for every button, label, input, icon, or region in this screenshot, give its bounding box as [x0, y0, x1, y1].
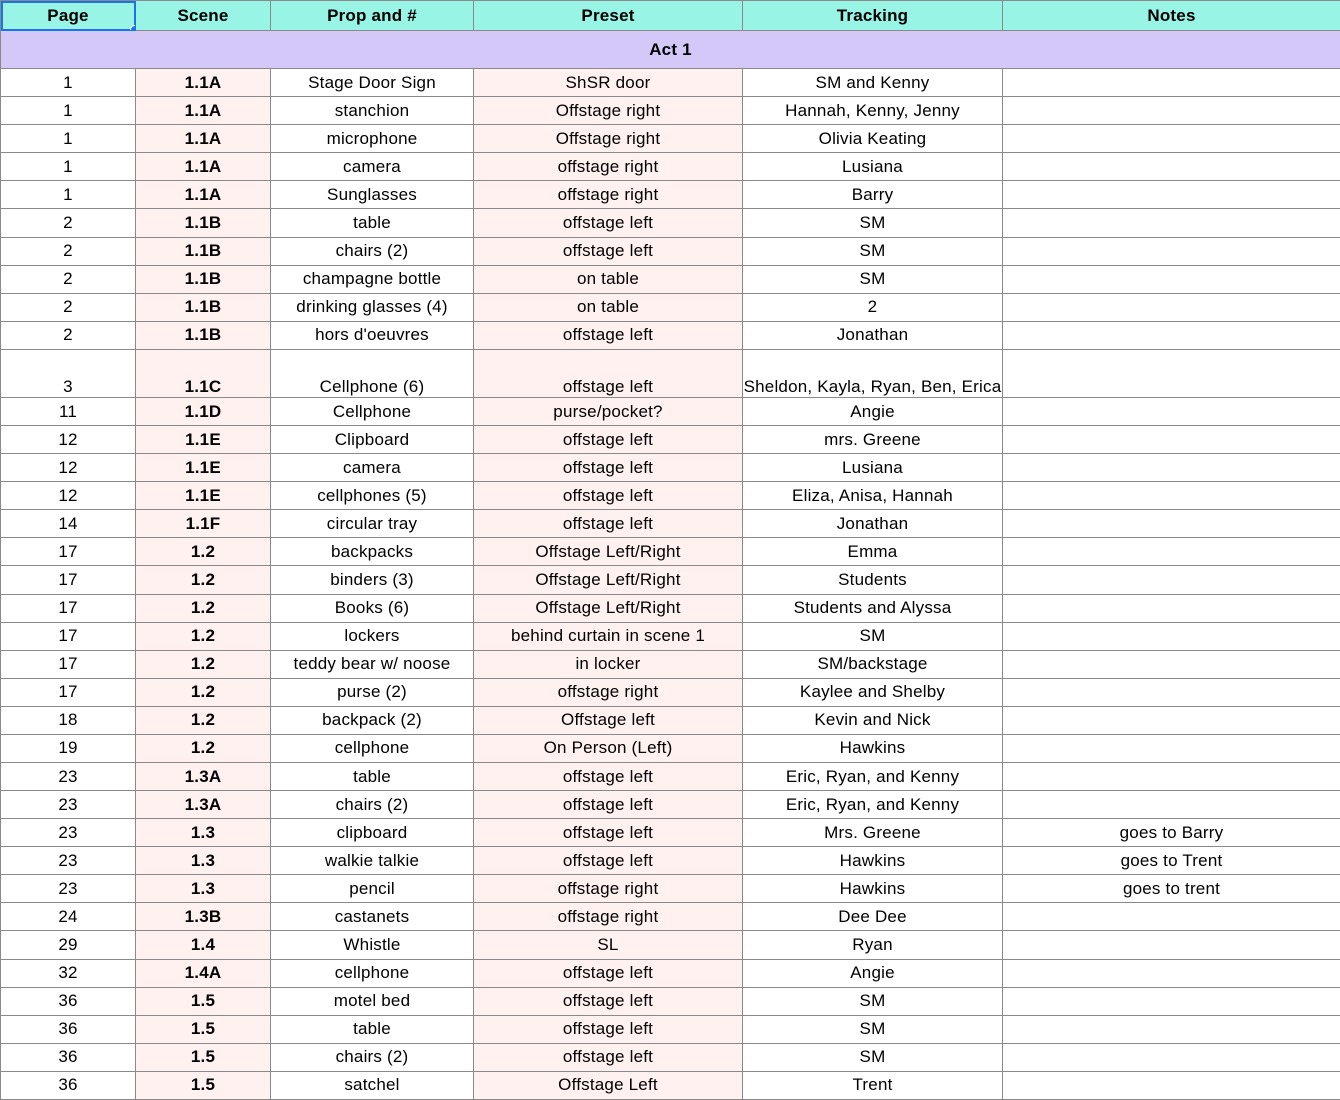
prop-cell[interactable]: stanchion: [271, 97, 474, 125]
scene-cell[interactable]: 1.5: [136, 1043, 271, 1071]
prop-cell[interactable]: camera: [271, 153, 474, 181]
scene-cell[interactable]: 1.2: [136, 538, 271, 566]
notes-cell[interactable]: [1003, 293, 1340, 321]
tracking-cell[interactable]: SM and Kenny: [743, 69, 1003, 97]
notes-cell[interactable]: [1003, 706, 1340, 734]
notes-cell[interactable]: [1003, 791, 1340, 819]
table-row: [1, 791, 1340, 819]
table-row: [1, 454, 1340, 482]
page-cell[interactable]: 23: [1, 763, 136, 791]
preset-cell[interactable]: ShSR door: [474, 69, 743, 97]
preset-cell[interactable]: offstage right: [474, 678, 743, 706]
scene-cell[interactable]: 1.2: [136, 594, 271, 622]
prop-cell[interactable]: table: [271, 763, 474, 791]
page-cell[interactable]: 12: [1, 426, 136, 454]
table-row: [1, 1043, 1340, 1071]
page-cell[interactable]: 36: [1, 1071, 136, 1099]
table-row: [1, 650, 1340, 678]
scene-cell[interactable]: 1.5: [136, 1071, 271, 1099]
notes-cell[interactable]: [1003, 763, 1340, 791]
scene-cell[interactable]: 1.3: [136, 819, 271, 847]
prop-cell[interactable]: table: [271, 1015, 474, 1043]
notes-cell[interactable]: [1003, 734, 1340, 762]
notes-cell[interactable]: [1003, 181, 1340, 209]
notes-cell[interactable]: [1003, 237, 1340, 265]
page-cell[interactable]: 23: [1, 819, 136, 847]
page-cell[interactable]: 17: [1, 566, 136, 594]
notes-cell[interactable]: [1003, 931, 1340, 959]
scene-cell[interactable]: 1.1B: [136, 265, 271, 293]
preset-cell[interactable]: Offstage left: [474, 706, 743, 734]
table-row: [1, 678, 1340, 706]
preset-cell[interactable]: offstage left: [474, 1015, 743, 1043]
header-row: [1, 1, 1340, 31]
table-row: [1, 265, 1340, 293]
notes-cell[interactable]: [1003, 69, 1340, 97]
header-page-label: Page: [47, 5, 89, 25]
prop-cell[interactable]: backpacks: [271, 538, 474, 566]
preset-cell[interactable]: offstage left: [474, 209, 743, 237]
scene-cell[interactable]: 1.1A: [136, 153, 271, 181]
header-tracking[interactable]: Tracking: [743, 1, 1003, 31]
table-row: [1, 734, 1340, 762]
scene-cell[interactable]: 1.3: [136, 847, 271, 875]
notes-cell[interactable]: [1003, 398, 1340, 426]
notes-cell[interactable]: [1003, 1015, 1340, 1043]
selection-fill-handle[interactable]: [130, 25, 136, 31]
scene-cell[interactable]: 1.1C: [136, 349, 271, 397]
prop-cell[interactable]: Sunglasses: [271, 181, 474, 209]
scene-cell[interactable]: 1.4A: [136, 959, 271, 987]
page-cell[interactable]: 36: [1, 1015, 136, 1043]
tracking-cell[interactable]: Hannah, Kenny, Jenny: [743, 97, 1003, 125]
table-row: [1, 153, 1340, 181]
tracking-cell[interactable]: Kevin and Nick: [743, 706, 1003, 734]
scene-cell[interactable]: 1.4: [136, 931, 271, 959]
scene-cell[interactable]: 1.1B: [136, 293, 271, 321]
tracking-cell[interactable]: SM: [743, 209, 1003, 237]
tracking-cell[interactable]: Olivia Keating: [743, 125, 1003, 153]
tracking-cell[interactable]: Dee Dee: [743, 903, 1003, 931]
scene-cell[interactable]: 1.1A: [136, 125, 271, 153]
notes-cell[interactable]: [1003, 265, 1340, 293]
prop-cell[interactable]: castanets: [271, 903, 474, 931]
preset-cell[interactable]: offstage right: [474, 153, 743, 181]
tracking-cell[interactable]: Hawkins: [743, 734, 1003, 762]
prop-cell[interactable]: cellphone: [271, 734, 474, 762]
scene-cell[interactable]: 1.1E: [136, 482, 271, 510]
prop-cell[interactable]: Clipboard: [271, 426, 474, 454]
header-preset[interactable]: Preset: [474, 1, 743, 31]
table-row: [1, 1015, 1340, 1043]
scene-cell[interactable]: 1.1B: [136, 237, 271, 265]
table-row: [1, 349, 1340, 397]
scene-cell[interactable]: 1.1E: [136, 454, 271, 482]
prop-cell[interactable]: pencil: [271, 875, 474, 903]
preset-cell[interactable]: offstage left: [474, 819, 743, 847]
scene-cell[interactable]: 1.1F: [136, 510, 271, 538]
tracking-cell[interactable]: Angie: [743, 959, 1003, 987]
preset-cell[interactable]: Offstage right: [474, 125, 743, 153]
scene-cell[interactable]: 1.5: [136, 1015, 271, 1043]
tracking-cell[interactable]: mrs. Greene: [743, 426, 1003, 454]
header-scene[interactable]: Scene: [136, 1, 271, 31]
tracking-cell[interactable]: SM: [743, 987, 1003, 1015]
page-cell[interactable]: 23: [1, 847, 136, 875]
page-cell[interactable]: 17: [1, 538, 136, 566]
table-row: [1, 875, 1340, 903]
preset-cell[interactable]: offstage left: [474, 482, 743, 510]
notes-cell[interactable]: [1003, 97, 1340, 125]
preset-cell[interactable]: offstage left: [474, 1043, 743, 1071]
tracking-cell[interactable]: Hawkins: [743, 847, 1003, 875]
notes-cell[interactable]: [1003, 454, 1340, 482]
notes-cell[interactable]: [1003, 321, 1340, 349]
preset-cell[interactable]: On Person (Left): [474, 734, 743, 762]
notes-cell[interactable]: [1003, 622, 1340, 650]
table-row: [1, 209, 1340, 237]
page-cell[interactable]: 1: [1, 97, 136, 125]
table-row: [1, 594, 1340, 622]
prop-cell[interactable]: walkie talkie: [271, 847, 474, 875]
page-cell[interactable]: 29: [1, 931, 136, 959]
scene-cell[interactable]: 1.3: [136, 875, 271, 903]
prop-cell[interactable]: drinking glasses (4): [271, 293, 474, 321]
notes-cell[interactable]: [1003, 594, 1340, 622]
tracking-cell[interactable]: Sheldon, Kayla, Ryan, Ben, Erica: [743, 349, 1003, 397]
page-cell[interactable]: 2: [1, 321, 136, 349]
table-row: [1, 931, 1340, 959]
page-cell[interactable]: 2: [1, 237, 136, 265]
scene-cell[interactable]: 1.1E: [136, 426, 271, 454]
preset-cell[interactable]: offstage right: [474, 875, 743, 903]
preset-cell[interactable]: on table: [474, 293, 743, 321]
page-cell[interactable]: 1: [1, 153, 136, 181]
preset-cell[interactable]: offstage right: [474, 903, 743, 931]
table-row: [1, 321, 1340, 349]
table-row: [1, 426, 1340, 454]
tracking-cell[interactable]: Students and Alyssa: [743, 594, 1003, 622]
page-cell[interactable]: 17: [1, 678, 136, 706]
notes-cell[interactable]: goes to Trent: [1003, 847, 1340, 875]
tracking-cell[interactable]: SM: [743, 622, 1003, 650]
scene-cell[interactable]: 1.1B: [136, 321, 271, 349]
scene-cell[interactable]: 1.1A: [136, 181, 271, 209]
notes-cell[interactable]: [1003, 482, 1340, 510]
prop-cell[interactable]: Whistle: [271, 931, 474, 959]
notes-cell[interactable]: [1003, 903, 1340, 931]
table-row: [1, 97, 1340, 125]
page-cell[interactable]: 18: [1, 706, 136, 734]
table-row: [1, 566, 1340, 594]
prop-cell[interactable]: champagne bottle: [271, 265, 474, 293]
notes-cell[interactable]: [1003, 538, 1340, 566]
page-cell[interactable]: 17: [1, 650, 136, 678]
preset-cell[interactable]: offstage left: [474, 791, 743, 819]
table-row: [1, 847, 1340, 875]
table-row: [1, 763, 1340, 791]
notes-cell[interactable]: [1003, 426, 1340, 454]
page-cell[interactable]: 17: [1, 622, 136, 650]
prop-cell[interactable]: teddy bear w/ noose: [271, 650, 474, 678]
prop-cell[interactable]: hors d'oeuvres: [271, 321, 474, 349]
table-row: [1, 181, 1340, 209]
notes-cell[interactable]: [1003, 566, 1340, 594]
preset-cell[interactable]: Offstage Left/Right: [474, 566, 743, 594]
scene-cell[interactable]: 1.3A: [136, 763, 271, 791]
header-page[interactable]: [1, 1, 136, 31]
scene-cell[interactable]: 1.2: [136, 706, 271, 734]
preset-cell[interactable]: in locker: [474, 650, 743, 678]
page-cell[interactable]: 32: [1, 959, 136, 987]
preset-cell[interactable]: offstage left: [474, 510, 743, 538]
preset-cell[interactable]: SL: [474, 931, 743, 959]
scene-cell[interactable]: 1.1D: [136, 398, 271, 426]
table-row: [1, 398, 1340, 426]
page-cell[interactable]: 1: [1, 69, 136, 97]
preset-cell[interactable]: purse/pocket?: [474, 398, 743, 426]
notes-cell[interactable]: [1003, 510, 1340, 538]
tracking-cell[interactable]: Lusiana: [743, 454, 1003, 482]
prop-cell[interactable]: chairs (2): [271, 1043, 474, 1071]
tracking-cell[interactable]: SM: [743, 1015, 1003, 1043]
tracking-cell[interactable]: 2: [743, 293, 1003, 321]
page-cell[interactable]: 23: [1, 875, 136, 903]
page-cell[interactable]: 14: [1, 510, 136, 538]
prop-cell[interactable]: motel bed: [271, 987, 474, 1015]
table-row: [1, 482, 1340, 510]
tracking-cell[interactable]: Hawkins: [743, 875, 1003, 903]
notes-cell[interactable]: [1003, 987, 1340, 1015]
table-row: [1, 510, 1340, 538]
preset-cell[interactable]: offstage left: [474, 847, 743, 875]
prop-cell[interactable]: binders (3): [271, 566, 474, 594]
preset-cell[interactable]: behind curtain in scene 1: [474, 622, 743, 650]
preset-cell[interactable]: offstage left: [474, 959, 743, 987]
scene-cell[interactable]: 1.3B: [136, 903, 271, 931]
notes-cell[interactable]: [1003, 209, 1340, 237]
table-row: [1, 1071, 1340, 1099]
tracking-cell[interactable]: Eric, Ryan, and Kenny: [743, 763, 1003, 791]
tracking-cell[interactable]: Eliza, Anisa, Hannah: [743, 482, 1003, 510]
preset-cell[interactable]: offstage right: [474, 181, 743, 209]
tracking-cell[interactable]: Lusiana: [743, 153, 1003, 181]
tracking-cell[interactable]: Jonathan: [743, 321, 1003, 349]
page-cell[interactable]: 23: [1, 791, 136, 819]
preset-cell[interactable]: offstage left: [474, 321, 743, 349]
preset-cell[interactable]: Offstage Left/Right: [474, 594, 743, 622]
page-cell[interactable]: 2: [1, 293, 136, 321]
notes-cell[interactable]: goes to Barry: [1003, 819, 1340, 847]
notes-cell[interactable]: [1003, 1071, 1340, 1099]
header-prop[interactable]: Prop and #: [271, 1, 474, 31]
tracking-cell[interactable]: Emma: [743, 538, 1003, 566]
notes-cell[interactable]: goes to trent: [1003, 875, 1340, 903]
act-row: [1, 31, 1340, 69]
page-cell[interactable]: 3: [1, 349, 136, 397]
act-label-cell[interactable]: Act 1: [1, 31, 1340, 69]
preset-cell[interactable]: offstage left: [474, 237, 743, 265]
table-row: [1, 622, 1340, 650]
prop-cell[interactable]: chairs (2): [271, 237, 474, 265]
tracking-cell[interactable]: Angie: [743, 398, 1003, 426]
notes-cell[interactable]: [1003, 650, 1340, 678]
scene-cell[interactable]: 1.1A: [136, 97, 271, 125]
prop-cell[interactable]: backpack (2): [271, 706, 474, 734]
tracking-cell[interactable]: Students: [743, 566, 1003, 594]
header-notes[interactable]: Notes: [1003, 1, 1340, 31]
preset-cell[interactable]: offstage left: [474, 763, 743, 791]
prop-cell[interactable]: camera: [271, 454, 474, 482]
page-cell[interactable]: 36: [1, 1043, 136, 1071]
notes-cell[interactable]: [1003, 678, 1340, 706]
table-row: [1, 538, 1340, 566]
prop-cell[interactable]: Cellphone (6): [271, 349, 474, 397]
page-cell[interactable]: 36: [1, 987, 136, 1015]
table-row: [1, 903, 1340, 931]
tracking-cell[interactable]: Mrs. Greene: [743, 819, 1003, 847]
notes-cell[interactable]: [1003, 349, 1340, 397]
tracking-cell[interactable]: Trent: [743, 1071, 1003, 1099]
scene-cell[interactable]: 1.1B: [136, 209, 271, 237]
prop-cell[interactable]: Stage Door Sign: [271, 69, 474, 97]
notes-cell[interactable]: [1003, 1043, 1340, 1071]
page-cell[interactable]: 1: [1, 125, 136, 153]
scene-cell[interactable]: 1.2: [136, 566, 271, 594]
notes-cell[interactable]: [1003, 959, 1340, 987]
preset-cell[interactable]: offstage left: [474, 987, 743, 1015]
scene-cell[interactable]: 1.2: [136, 678, 271, 706]
scene-cell[interactable]: 1.1A: [136, 69, 271, 97]
scene-cell[interactable]: 1.5: [136, 987, 271, 1015]
preset-cell[interactable]: Offstage Left: [474, 1071, 743, 1099]
prop-cell[interactable]: table: [271, 209, 474, 237]
table-row: [1, 293, 1340, 321]
tracking-cell[interactable]: Eric, Ryan, and Kenny: [743, 791, 1003, 819]
scene-cell[interactable]: 1.3A: [136, 791, 271, 819]
table-row: [1, 959, 1340, 987]
page-cell[interactable]: 12: [1, 482, 136, 510]
prop-cell[interactable]: clipboard: [271, 819, 474, 847]
page-cell[interactable]: 19: [1, 734, 136, 762]
tracking-cell[interactable]: SM: [743, 1043, 1003, 1071]
prop-cell[interactable]: lockers: [271, 622, 474, 650]
table-row: [1, 987, 1340, 1015]
tracking-cell[interactable]: Ryan: [743, 931, 1003, 959]
tracking-cell[interactable]: Jonathan: [743, 510, 1003, 538]
tracking-cell[interactable]: SM/backstage: [743, 650, 1003, 678]
preset-cell[interactable]: offstage left: [474, 426, 743, 454]
scene-cell[interactable]: 1.2: [136, 734, 271, 762]
prop-cell[interactable]: circular tray: [271, 510, 474, 538]
tracking-cell[interactable]: SM: [743, 237, 1003, 265]
notes-cell[interactable]: [1003, 153, 1340, 181]
tracking-cell[interactable]: Barry: [743, 181, 1003, 209]
page-cell[interactable]: 11: [1, 398, 136, 426]
page-cell[interactable]: 17: [1, 594, 136, 622]
table-row: [1, 125, 1340, 153]
preset-cell[interactable]: Offstage right: [474, 97, 743, 125]
scene-cell[interactable]: 1.2: [136, 622, 271, 650]
page-cell[interactable]: 2: [1, 209, 136, 237]
page-cell[interactable]: 12: [1, 454, 136, 482]
page-cell[interactable]: 24: [1, 903, 136, 931]
tracking-cell[interactable]: Kaylee and Shelby: [743, 678, 1003, 706]
table-row: [1, 706, 1340, 734]
prop-cell[interactable]: purse (2): [271, 678, 474, 706]
preset-cell[interactable]: Offstage Left/Right: [474, 538, 743, 566]
preset-cell[interactable]: on table: [474, 265, 743, 293]
prop-cell[interactable]: chairs (2): [271, 791, 474, 819]
table-row: [1, 69, 1340, 97]
preset-cell[interactable]: offstage left: [474, 454, 743, 482]
scene-cell[interactable]: 1.2: [136, 650, 271, 678]
table-row: [1, 819, 1340, 847]
page-cell[interactable]: 1: [1, 181, 136, 209]
page-cell[interactable]: 2: [1, 265, 136, 293]
prop-cell[interactable]: cellphones (5): [271, 482, 474, 510]
prop-cell[interactable]: Cellphone: [271, 398, 474, 426]
tracking-cell[interactable]: SM: [743, 265, 1003, 293]
prop-cell[interactable]: microphone: [271, 125, 474, 153]
notes-cell[interactable]: [1003, 125, 1340, 153]
table-row: [1, 237, 1340, 265]
prop-cell[interactable]: Books (6): [271, 594, 474, 622]
prop-cell[interactable]: cellphone: [271, 959, 474, 987]
preset-cell[interactable]: offstage left: [474, 349, 743, 397]
prop-cell[interactable]: satchel: [271, 1071, 474, 1099]
